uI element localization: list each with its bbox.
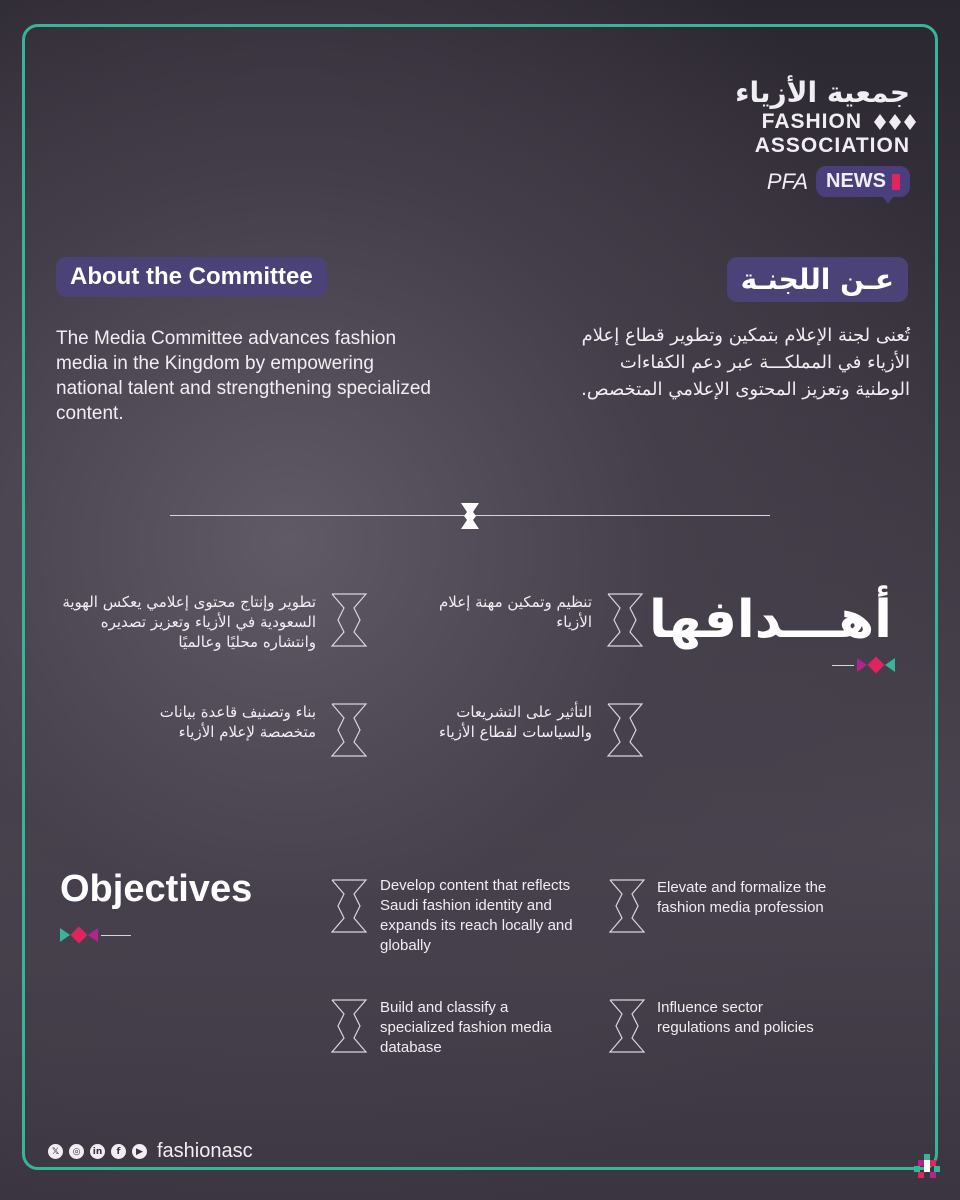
objective-ar-1: تنظيم وتمكين مهنة إعلام الأزياء	[438, 593, 592, 631]
about-text-ar: تُعنى لجنة الإعلام بتمكين وتطوير قطاع إعلام الأزياء في المملكـــة عبر دعم الكفاءات الوطنية وتعزيز المحتوى الإعلامي المتخصص.	[581, 325, 910, 400]
objective-en-4: Influence sector regulations and policies	[657, 999, 814, 1036]
hourglass-icon	[330, 592, 368, 648]
youtube-icon[interactable]: ▶	[132, 1144, 147, 1159]
news-label: NEWS	[826, 170, 886, 192]
news-badge	[816, 166, 910, 197]
about-heading-ar: عـن اللجنـة	[727, 257, 908, 302]
facebook-icon[interactable]: f	[111, 1144, 126, 1159]
pixel-logo-icon	[912, 1152, 942, 1182]
gem-ornament-icon	[60, 928, 131, 942]
objectives-title-ar: أهـــدافها	[649, 590, 892, 650]
about-text-en: The Media Committee advances fashion media in the Kingdom by empowering national talent and strengthening specialized content.	[56, 328, 431, 424]
hourglass-icon	[608, 878, 646, 934]
hourglass-icon	[606, 592, 644, 648]
linkedin-icon[interactable]: in	[90, 1144, 105, 1159]
objective-en-3: Build and classify a specialized fashion media database	[380, 999, 552, 1056]
hourglass-icon	[330, 998, 368, 1054]
about-heading-en: About the Committee	[56, 257, 327, 297]
hourglass-icon	[606, 702, 644, 758]
objective-en-1: Develop content that reflects Saudi fashion identity and expands its reach locally and globally	[380, 877, 573, 954]
hourglass-icon	[330, 878, 368, 934]
x-icon[interactable]: 𝕏	[48, 1144, 63, 1159]
objectives-title-en: Objectives	[60, 868, 253, 910]
social-footer	[48, 1140, 253, 1163]
logo-line1: FASHION	[761, 110, 862, 133]
logo-arabic: جمعية الأزياء	[735, 76, 910, 109]
hourglass-icon	[608, 998, 646, 1054]
fashion-association-logo	[710, 76, 910, 197]
social-handle[interactable]: fashionasc	[157, 1140, 253, 1162]
objective-en-2: Elevate and formalize the fashion media profession	[657, 879, 827, 916]
objective-ar-2: تطوير وإنتاج محتوى إعلامي يعكس الهوية السعودية في الأزياء وتعزيز تصديره وانتشاره محليًا وعالميًا	[62, 593, 316, 651]
hourglass-icon	[330, 702, 368, 758]
logo-line2: ASSOCIATION	[754, 134, 910, 157]
objective-ar-4: بناء وتصنيف قاعدة بيانات متخصصة لإعلام الأزياء	[159, 703, 316, 741]
instagram-icon[interactable]: ◎	[69, 1144, 84, 1159]
divider-hourglass-icon	[460, 502, 480, 530]
objective-ar-3: التأثير على التشريعات والسياسات لقطاع الأزياء	[438, 703, 592, 741]
gem-ornament-icon	[832, 658, 895, 672]
news-mark-icon	[892, 174, 900, 190]
pfa-label: PFA	[766, 168, 808, 194]
